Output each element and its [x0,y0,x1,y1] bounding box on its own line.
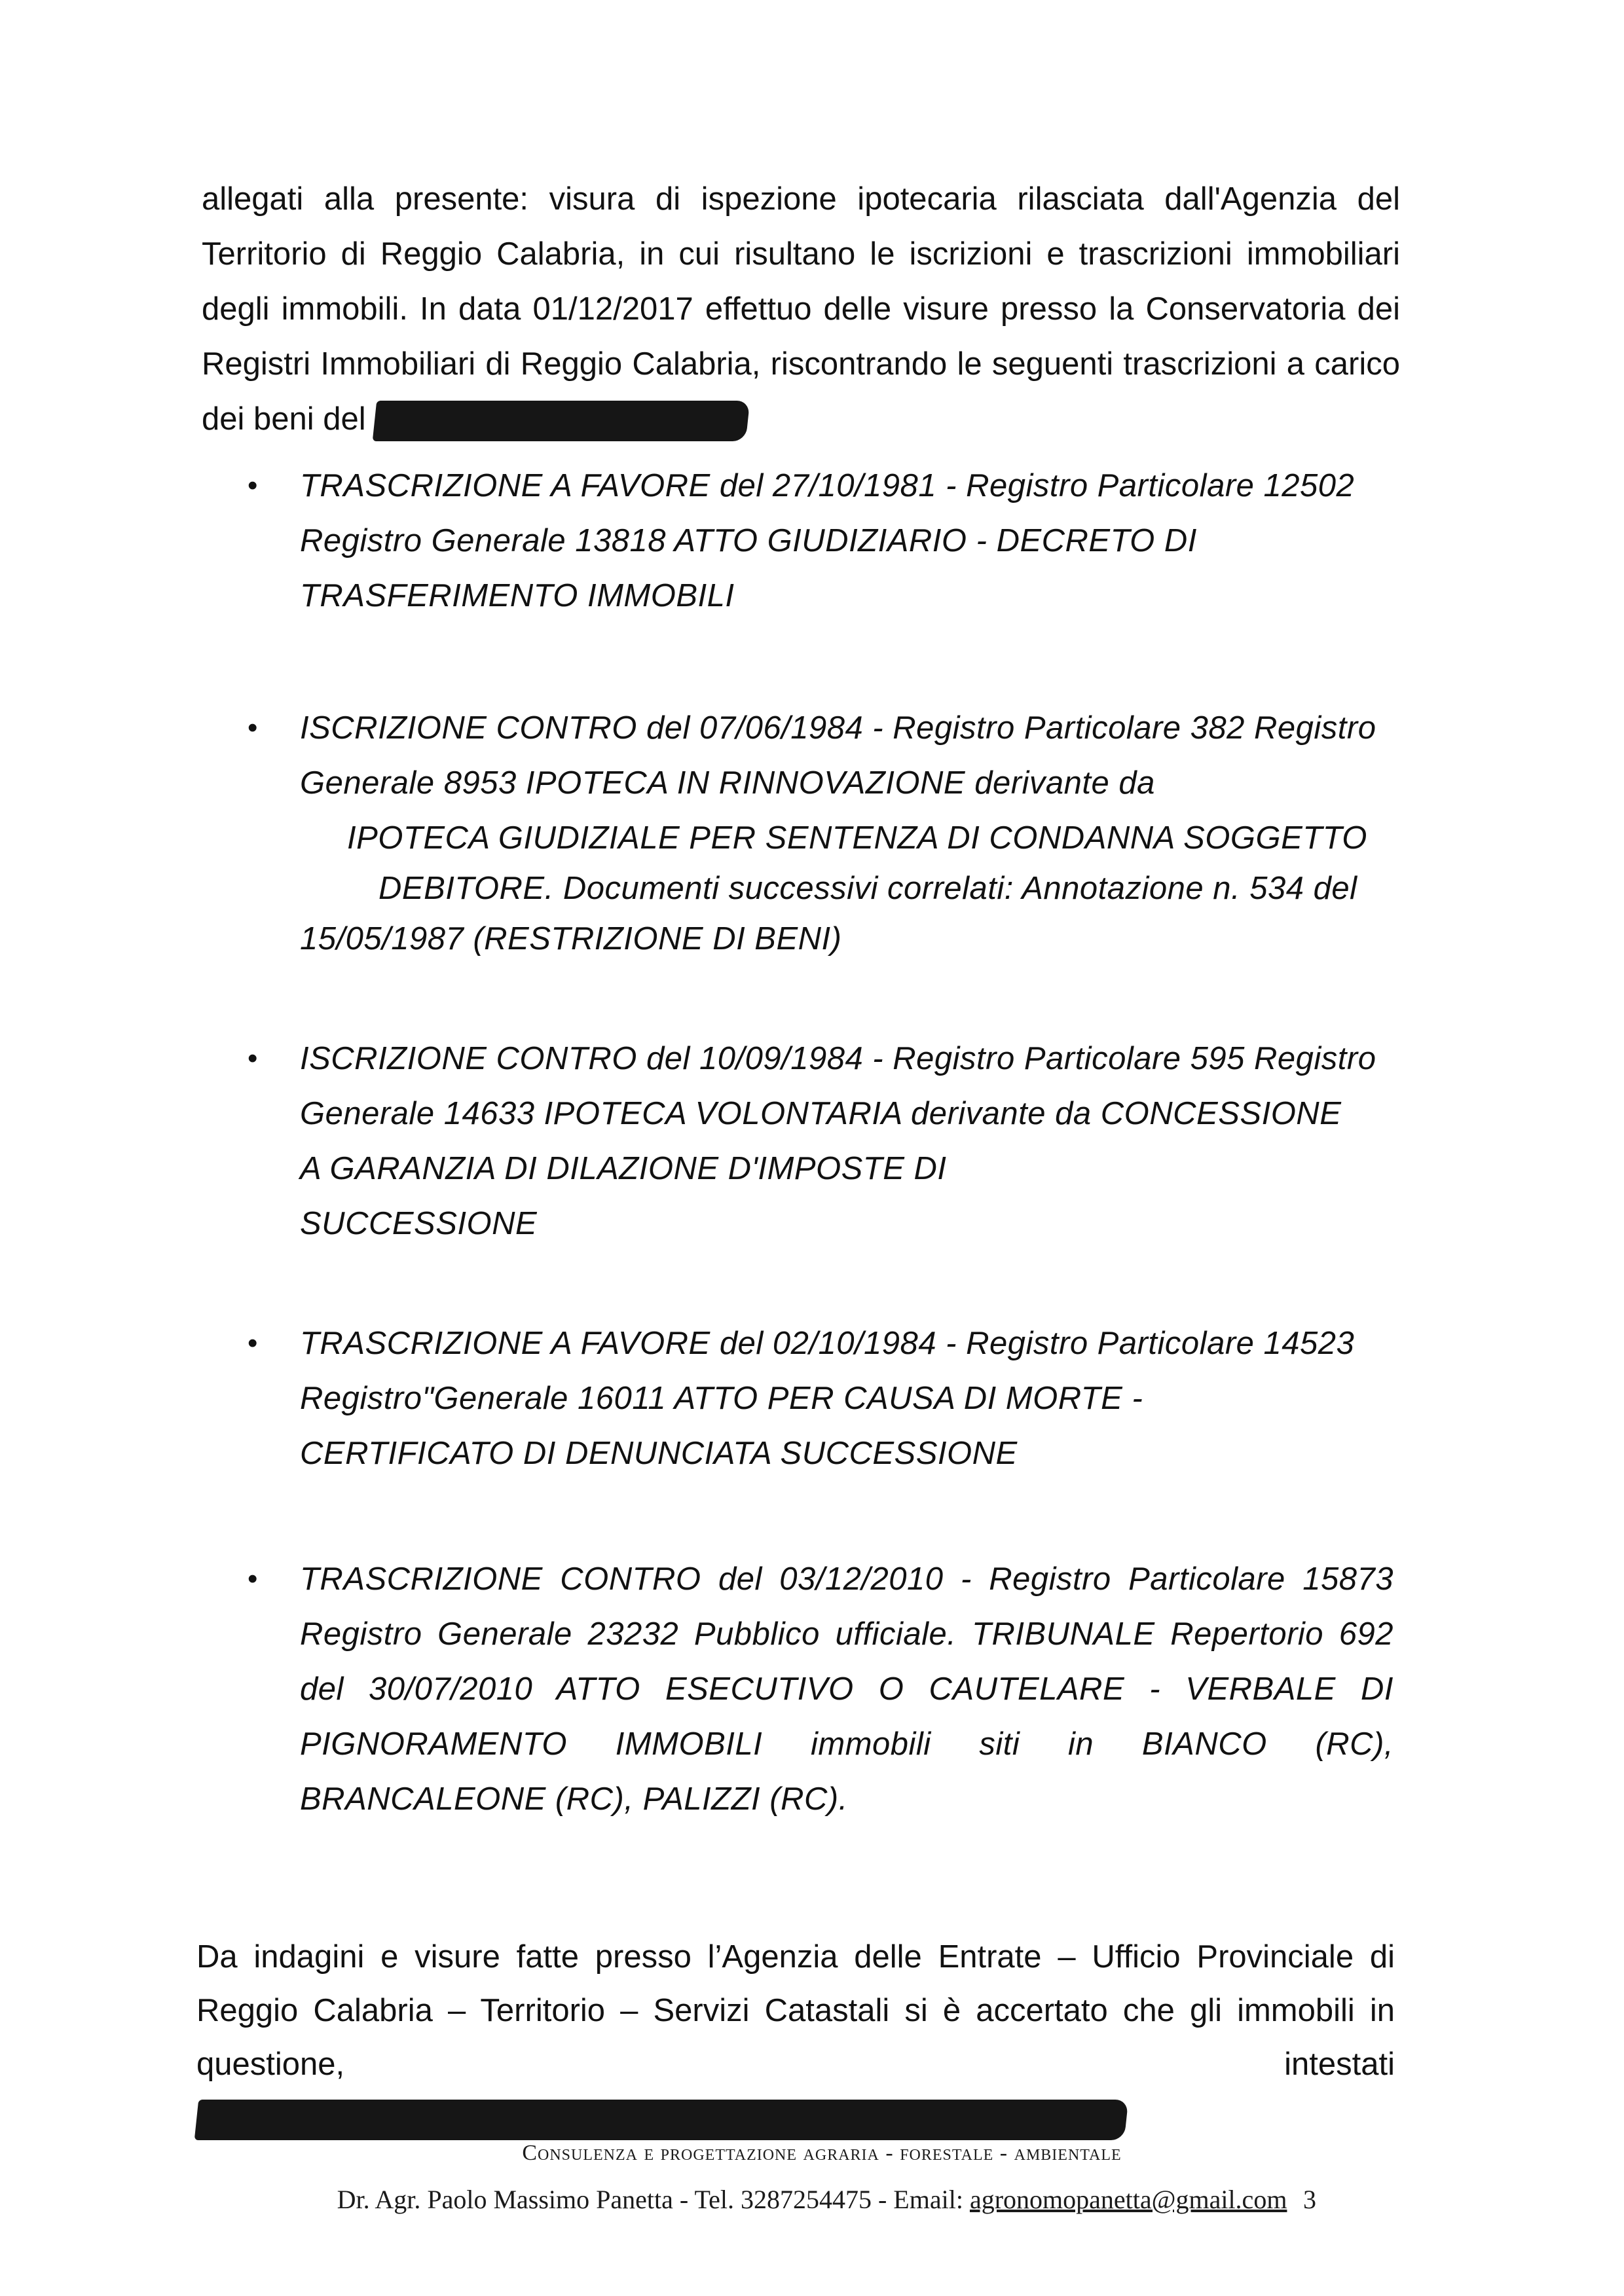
entry-line: Registro"Generale 16011 ATTO PER CAUSA DI MORTE - [300,1381,1143,1416]
page-number: 3 [1303,2185,1316,2214]
entry-line: ISCRIZIONE CONTRO del 07/06/1984 - Registro Particolare 382 Registro [300,710,1376,746]
entry-line: DEBITORE. Documenti successivi correlati: Annotazione n. 534 del [378,871,1357,906]
entry-line: TRASCRIZIONE CONTRO del 03/12/2010 - Registro Particolare 15873 [300,1561,1393,1597]
entry-line: TRASFERIMENTO IMMOBILI [300,578,735,613]
entry-line: ISCRIZIONE CONTRO del 10/09/1984 - Registro Particolare 595 Registro [300,1041,1376,1076]
footer-tagline: Consulenza e progettazione agraria - forestale - ambientale [522,2141,1122,2165]
entry-line: A GARANZIA DI DILAZIONE D'IMPOSTE DI [300,1151,947,1186]
outro-text: Da indagini e visure fatte presso l’Agenzia delle Entrate – Ufficio Provinciale di Reggio Calabria – Territorio – Servizi Catastali si è accertato che gli immobili in questione, intestati [196,1939,1395,2082]
page-footer [0,2141,1624,2215]
list-item [248,458,1393,623]
entry-line: CERTIFICATO DI DENUNCIATA SUCCESSIONE [300,1436,1018,1471]
list-item-text [300,701,1393,966]
redaction-bar [373,401,750,441]
list-item [248,1031,1393,1251]
entry-line: Registro Generale 23232 Pubblico ufficiale. TRIBUNALE Repertorio 692 [300,1616,1393,1652]
bullet-icon: • [248,1327,258,1359]
list-item [248,1552,1393,1827]
entry-line: del 30/07/2010 ATTO ESECUTIVO O CAUTELARE - VERBALE DI [300,1671,1393,1707]
list-item-text [300,1552,1393,1827]
entry-line: BRANCALEONE (RC), PALIZZI (RC). [300,1781,848,1817]
entry-line: Registro Generale 13818 ATTO GIUDIZIARIO - DECRETO DI [300,523,1197,558]
intro-paragraph [202,172,1400,446]
entry-line: 15/05/1987 (RESTRIZIONE DI BENI) [300,921,842,957]
outro-paragraph [196,1930,1395,2145]
entry-line: TRASCRIZIONE A FAVORE del 02/10/1984 - Registro Particolare 14523 [300,1326,1355,1361]
entry-line: TRASCRIZIONE A FAVORE del 27/10/1981 - Registro Particolare 12502 [300,468,1355,503]
bullet-icon: • [248,1563,258,1595]
list-item-text [300,458,1393,623]
entry-line: Generale 14633 IPOTECA VOLONTARIA derivante da CONCESSIONE [300,1096,1342,1131]
footer-contact-text: Dr. Agr. Paolo Massimo Panetta - Tel. 3287254475 - Email: [337,2185,970,2214]
bullet-icon: • [248,1042,258,1074]
entry-line: PIGNORAMENTO IMMOBILI immobili siti in BIANCO (RC), [300,1726,1393,1762]
list-item-text [300,1031,1393,1251]
redaction-bar [194,2100,1129,2140]
entry-line: IPOTECA GIUDIZIALE PER SENTENZA DI CONDANNA SOGGETTO [347,820,1367,856]
entry-line: Generale 8953 IPOTECA IN RINNOVAZIONE derivante da [300,765,1155,801]
bullet-icon: • [248,712,258,744]
list-item [248,1316,1393,1481]
list-item-text [300,1316,1393,1481]
footer-contact [0,2184,1624,2215]
list-item [248,701,1393,966]
bullet-icon: • [248,469,258,501]
intro-text: allegati alla presente: visura di ispezione ipotecaria rilasciata dall'Agenzia del Territorio di Reggio Calabria, in cui risultano le iscrizioni e trascrizioni immobiliari degli immobili. In data 01/12/2017 effettuo delle visure presso la Conservatoria dei Registri Immobiliari di Reggio Calabria, riscontrando le seguenti trascrizioni a carico dei beni del [202,181,1400,437]
email-link[interactable]: agronomopanetta@gmail.com [969,2185,1287,2214]
entry-line: SUCCESSIONE [300,1206,538,1241]
